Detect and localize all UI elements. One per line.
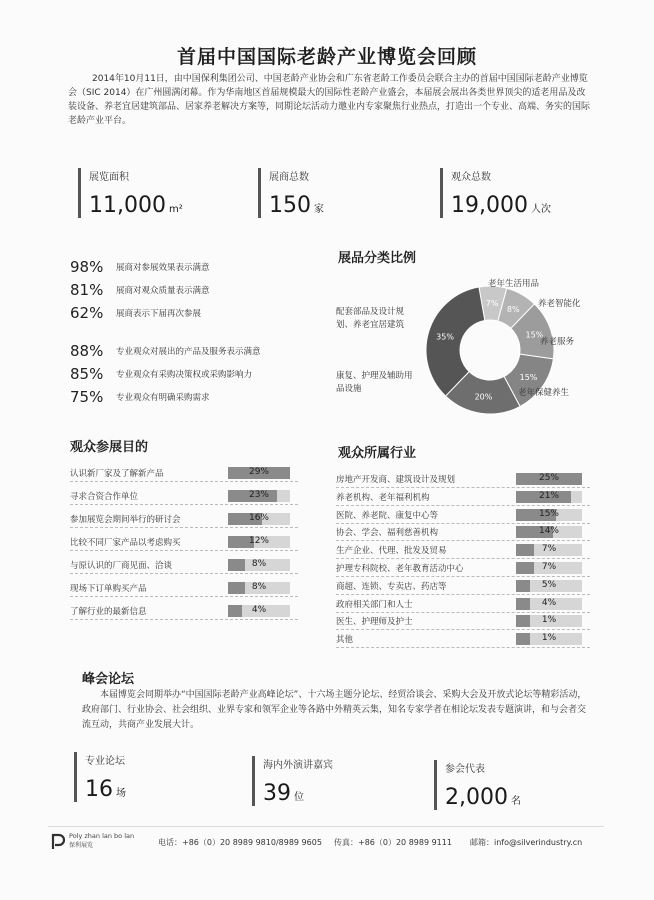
bar-label: 医院、养老院、康复中心等 xyxy=(336,510,439,521)
satisfaction-text: 专业观众对展出的产品及服务表示满意 xyxy=(116,347,261,357)
satisfaction-pct: 98% xyxy=(70,258,104,276)
bar-value: 15% xyxy=(538,508,559,519)
stat-value: 2,000 xyxy=(445,785,508,810)
bar-divider xyxy=(336,487,590,488)
stat-value-wrap xyxy=(451,193,600,218)
pie-slice-label: 20% xyxy=(474,392,493,402)
satisfaction-pct: 62% xyxy=(70,304,104,322)
bar-divider xyxy=(336,629,590,630)
bar-label: 寻求合资合作单位 xyxy=(70,492,139,502)
bar-value: 8% xyxy=(251,559,267,569)
stat-value-wrap xyxy=(269,193,408,218)
bar-divider xyxy=(336,523,590,524)
pie-label-senior-goods: 老年生活用品 xyxy=(488,279,540,289)
bar-label: 生产企业、代理、批发及贸易 xyxy=(336,546,447,557)
bar-value: 1% xyxy=(541,615,557,626)
stat-exhibitors xyxy=(258,168,408,218)
pie-label-health: 老年保健养生 xyxy=(518,388,570,398)
stat-value: 16 xyxy=(85,777,113,802)
pie-slice-label: 15% xyxy=(519,372,538,382)
bar-row xyxy=(336,472,590,486)
bar-label: 与原认识的厂商见面、洽谈 xyxy=(70,561,173,571)
page-title: 首届中国国际老龄产业博览会回顾 xyxy=(176,46,477,68)
bar-label: 协会、学会、福利慈善机构 xyxy=(336,528,439,539)
stat-unit: 人次 xyxy=(530,204,551,215)
stat-value-wrap xyxy=(85,777,224,802)
bar-row xyxy=(336,490,590,504)
satisfaction-text: 专业观众有采购决策权或采购影响力 xyxy=(116,370,253,380)
bar-value: 12% xyxy=(248,536,269,546)
bar-value: 4% xyxy=(541,597,557,608)
stat-unit: 家 xyxy=(314,204,324,215)
bar-value: 7% xyxy=(541,562,557,572)
satisfaction-pct: 81% xyxy=(70,281,104,299)
logo-text: Poly zhan lan bo lan xyxy=(69,832,135,840)
satisfaction-item xyxy=(70,388,210,406)
pie-label-rehab: 康复、护理及辅助用品设施 xyxy=(336,371,413,394)
satisfaction-text: 展商对观众质量表示满意 xyxy=(116,286,210,296)
satisfaction-text: 展商表示下届再次参展 xyxy=(116,309,202,319)
bar-row xyxy=(336,561,590,575)
bar-row xyxy=(336,632,590,646)
forum-title: 峰会论坛 xyxy=(82,672,135,687)
intro-paragraph: 2014年10月11日，由中国保利集团公司、中国老龄产业协会和广东省老龄工作委员会联合主办的首届中国国际老龄产业博览会（SIC 2014）在广州圆满闭幕。作为华南地区首届规模最大的国际性老龄产业盛会，本届展会展出各类世界顶尖的适老用品及改装设备、养老宜居建筑部品、居家养老解决方案等，同期论坛活动力邀业内专家聚焦行业热点，打造出一个专业、高端、务实的国际老龄产业平台。 xyxy=(68,74,591,126)
stat-unit: 场 xyxy=(116,788,126,799)
bar-row xyxy=(336,597,590,611)
bar-value: 14% xyxy=(538,526,559,537)
bar-divider xyxy=(70,550,298,551)
stat-unit: m² xyxy=(168,204,183,215)
pie-title: 展品分类比例 xyxy=(338,251,417,266)
pie-label-service: 养老服务 xyxy=(540,337,575,347)
poly-logo-icon xyxy=(50,832,66,850)
bar-value: 16% xyxy=(248,513,269,523)
stat-label: 海内外演讲嘉宾 xyxy=(263,760,333,771)
bar-row xyxy=(70,466,298,480)
bar-row xyxy=(336,543,590,557)
satisfaction-pct: 88% xyxy=(70,342,104,360)
satisfaction-item xyxy=(70,258,210,276)
stat-unit: 位 xyxy=(294,792,304,803)
bar-label: 了解行业的最新信息 xyxy=(70,607,147,617)
bar-value: 25% xyxy=(538,473,559,483)
bar-divider xyxy=(70,573,298,574)
stat-value: 11,000 xyxy=(89,193,166,218)
forum-paragraph: 本届博览会同期举办“中国国际老龄产业高峰论坛”、十六场主题分论坛、经贸洽谈会、采购大会及开放式论坛等精彩活动，政府部门、行业协会、社会组织、业界专家和领军企业等各路中外精英云集，知名专家学者在相论坛发表专题演讲，和与会者交流互动，共商产业发展大计。 xyxy=(82,690,587,730)
satisfaction-pct: 85% xyxy=(70,365,104,383)
pie-label-smart: 养老智能化 xyxy=(538,299,581,309)
satisfaction-item xyxy=(70,304,201,322)
bar-divider xyxy=(70,504,298,505)
pie-slice-label: 35% xyxy=(436,332,454,342)
stat-label: 展览面积 xyxy=(89,172,129,183)
bar-value: 1% xyxy=(541,633,557,644)
bar-value: 23% xyxy=(248,490,269,500)
stat-value-wrap xyxy=(263,781,412,806)
bar-value: 8% xyxy=(251,582,267,592)
bar-row xyxy=(336,579,590,593)
bar-divider xyxy=(336,558,590,559)
bar-label: 商超、连锁、专卖店、药店等 xyxy=(336,581,447,592)
satisfaction-item xyxy=(70,365,252,383)
satisfaction-item xyxy=(70,281,210,299)
bar-label: 比较不同厂家产品以考虑购买 xyxy=(70,538,181,548)
bar-divider xyxy=(70,481,298,482)
satisfaction-pct: 75% xyxy=(70,388,104,406)
bar-value: 5% xyxy=(541,579,557,590)
bar-row xyxy=(336,508,590,522)
bar-label: 房地产开发商、建筑设计及规划 xyxy=(336,475,456,485)
stat-visitors xyxy=(440,168,600,218)
bar-divider xyxy=(336,576,590,577)
bar-row xyxy=(70,489,298,503)
bar-label: 养老机构、老年福利机构 xyxy=(336,492,430,503)
bar-divider xyxy=(70,527,298,528)
pie-slice-label: 15% xyxy=(525,330,544,340)
pie-label-building: 配套部品及设计规划、养老宜居建筑 xyxy=(336,307,405,330)
stat-label: 参会代表 xyxy=(445,764,485,775)
bar-divider xyxy=(70,596,298,597)
satisfaction-text: 展商对参展效果表示满意 xyxy=(116,263,210,273)
bar-label: 护理专科院校、老年教育活动中心 xyxy=(336,564,464,574)
forum-stat-delegates xyxy=(434,760,594,810)
stat-value: 39 xyxy=(263,781,291,806)
purpose-title: 观众参展目的 xyxy=(70,440,149,455)
logo-sub: 保利展览 xyxy=(69,842,94,849)
footer-fax: 传真：+86（0）20 8989 9111 xyxy=(334,838,452,847)
pie-slice-label: 8% xyxy=(506,305,520,315)
stat-label: 专业论坛 xyxy=(85,756,125,767)
bar-label: 医生、护理师及护士 xyxy=(336,617,413,628)
bar-label: 现场下订单购买产品 xyxy=(70,584,147,594)
footer-email[interactable]: 邮箱：info@silverindustry.cn xyxy=(470,838,583,847)
bar-divider xyxy=(336,647,590,648)
bar-divider xyxy=(336,505,590,506)
bar-value: 4% xyxy=(251,605,267,615)
bar-label: 政府相关部门和人士 xyxy=(336,599,413,610)
forum-stat-sessions xyxy=(74,752,224,802)
stat-label: 观众总数 xyxy=(451,172,491,183)
bar-divider xyxy=(336,594,590,595)
footer-logo xyxy=(50,832,134,850)
logo-text-block xyxy=(69,832,134,850)
bar-value: 29% xyxy=(248,467,269,477)
forum-stat-speakers xyxy=(252,756,412,806)
pie-slice-label: 7% xyxy=(485,299,499,309)
stat-value: 150 xyxy=(269,193,311,218)
bar-value: 7% xyxy=(541,544,557,555)
bar-divider xyxy=(70,619,298,620)
stat-unit: 名 xyxy=(510,796,521,807)
stat-value: 19,000 xyxy=(451,193,528,218)
bar-label: 认识新厂家及了解新产品 xyxy=(70,469,164,479)
bar-row xyxy=(70,558,298,572)
bar-value: 21% xyxy=(538,490,559,501)
stat-exhibit-area xyxy=(78,168,228,218)
bar-label: 参加展览会期间举行的研讨会 xyxy=(70,515,181,525)
bar-row xyxy=(70,535,298,549)
satisfaction-text: 专业观众有明确采购需求 xyxy=(116,393,210,403)
bar-row xyxy=(70,604,298,618)
stat-label: 展商总数 xyxy=(269,172,309,183)
bar-row xyxy=(336,614,590,628)
footer-phone: 电话：+86（0）20 8989 9810/8989 9605 xyxy=(158,838,322,847)
bar-row xyxy=(336,525,590,539)
industry-title: 观众所属行业 xyxy=(338,446,417,461)
bar-divider xyxy=(336,540,590,541)
stat-value-wrap xyxy=(445,785,594,810)
bar-row xyxy=(70,512,298,526)
satisfaction-item xyxy=(70,342,261,360)
bar-label: 其他 xyxy=(336,635,354,646)
footer-divider xyxy=(48,826,604,827)
stat-value-wrap xyxy=(89,193,228,218)
bar-row xyxy=(70,581,298,595)
bar-divider xyxy=(336,612,590,613)
